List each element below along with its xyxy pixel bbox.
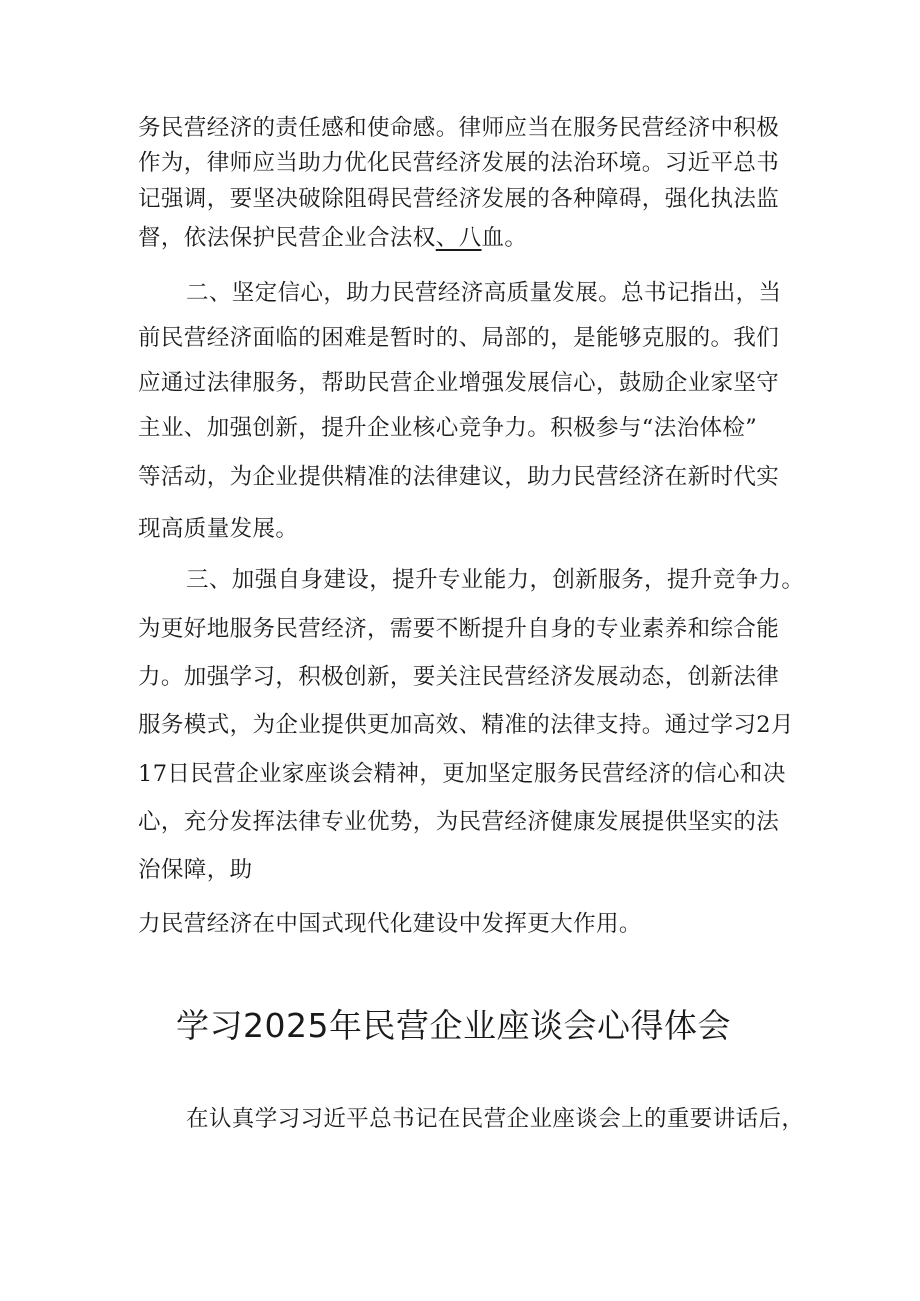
text-line: 17日民营企业家座谈会精神，更加坚定服务民营经济的信心和决 <box>138 761 786 787</box>
section-heading: 学习2025年民营企业座谈会心得体会 <box>176 1006 731 1045</box>
text-line: 应通过法律服务，帮助民营企业增强发展信心，鼓励企业家坚守 <box>138 370 780 396</box>
text-line: 现高质量发展。 <box>138 516 299 542</box>
paragraph-first-line: 三、加强自身建设，提升专业能力，创新服务，提升竞争力。 <box>186 567 805 593</box>
text-segment: 血。 <box>481 225 528 251</box>
paragraph-first-line: 二、坚定信心，助力民营经济高质量发展。总书记指出，当 <box>186 280 782 306</box>
text-line: 记强调，要坚决破除阻碍民营经济发展的各种障碍，强化执法监 <box>138 186 780 212</box>
underlined-text: 、八 <box>435 225 482 251</box>
text-line <box>138 223 527 253</box>
text-line: 前民营经济面临的困难是暂时的、局部的，是能够克服的。我们 <box>138 325 780 351</box>
text-line: 心，充分发挥法律专业优势，为民营经济健康发展提供坚实的法 <box>138 809 780 835</box>
text-line: 为更好地服务民营经济，需要不断提升自身的专业素养和综合能 <box>138 616 780 642</box>
text-line: 作为，律师应当助力优化民营经济发展的法治环境。习近平总书 <box>138 150 780 176</box>
text-line: 治保障，助 <box>138 857 253 883</box>
text-line: 力民营经济在中国式现代化建设中发挥更大作用。 <box>138 911 642 937</box>
text-line: 等活动，为企业提供精准的法律建议，助力民营经济在新时代实 <box>138 464 780 490</box>
paragraph-first-line: 在认真学习习近平总书记在民营企业座谈会上的重要讲话后， <box>186 1106 805 1132</box>
text-segment: 督，依法保护民营企业合法权 <box>138 225 436 251</box>
text-line: 服务模式，为企业提供更加高效、精准的法律支持。通过学习2月 <box>138 712 794 738</box>
text-line: 务民营经济的责任感和使命感。律师应当在服务民营经济中积极 <box>138 115 780 141</box>
text-line: 主业、加强创新，提升企业核心竞争力。积极参与“法治体检” <box>138 415 758 441</box>
text-line: 力。加强学习，积极创新，要关注民营经济发展动态，创新法律 <box>138 664 780 690</box>
